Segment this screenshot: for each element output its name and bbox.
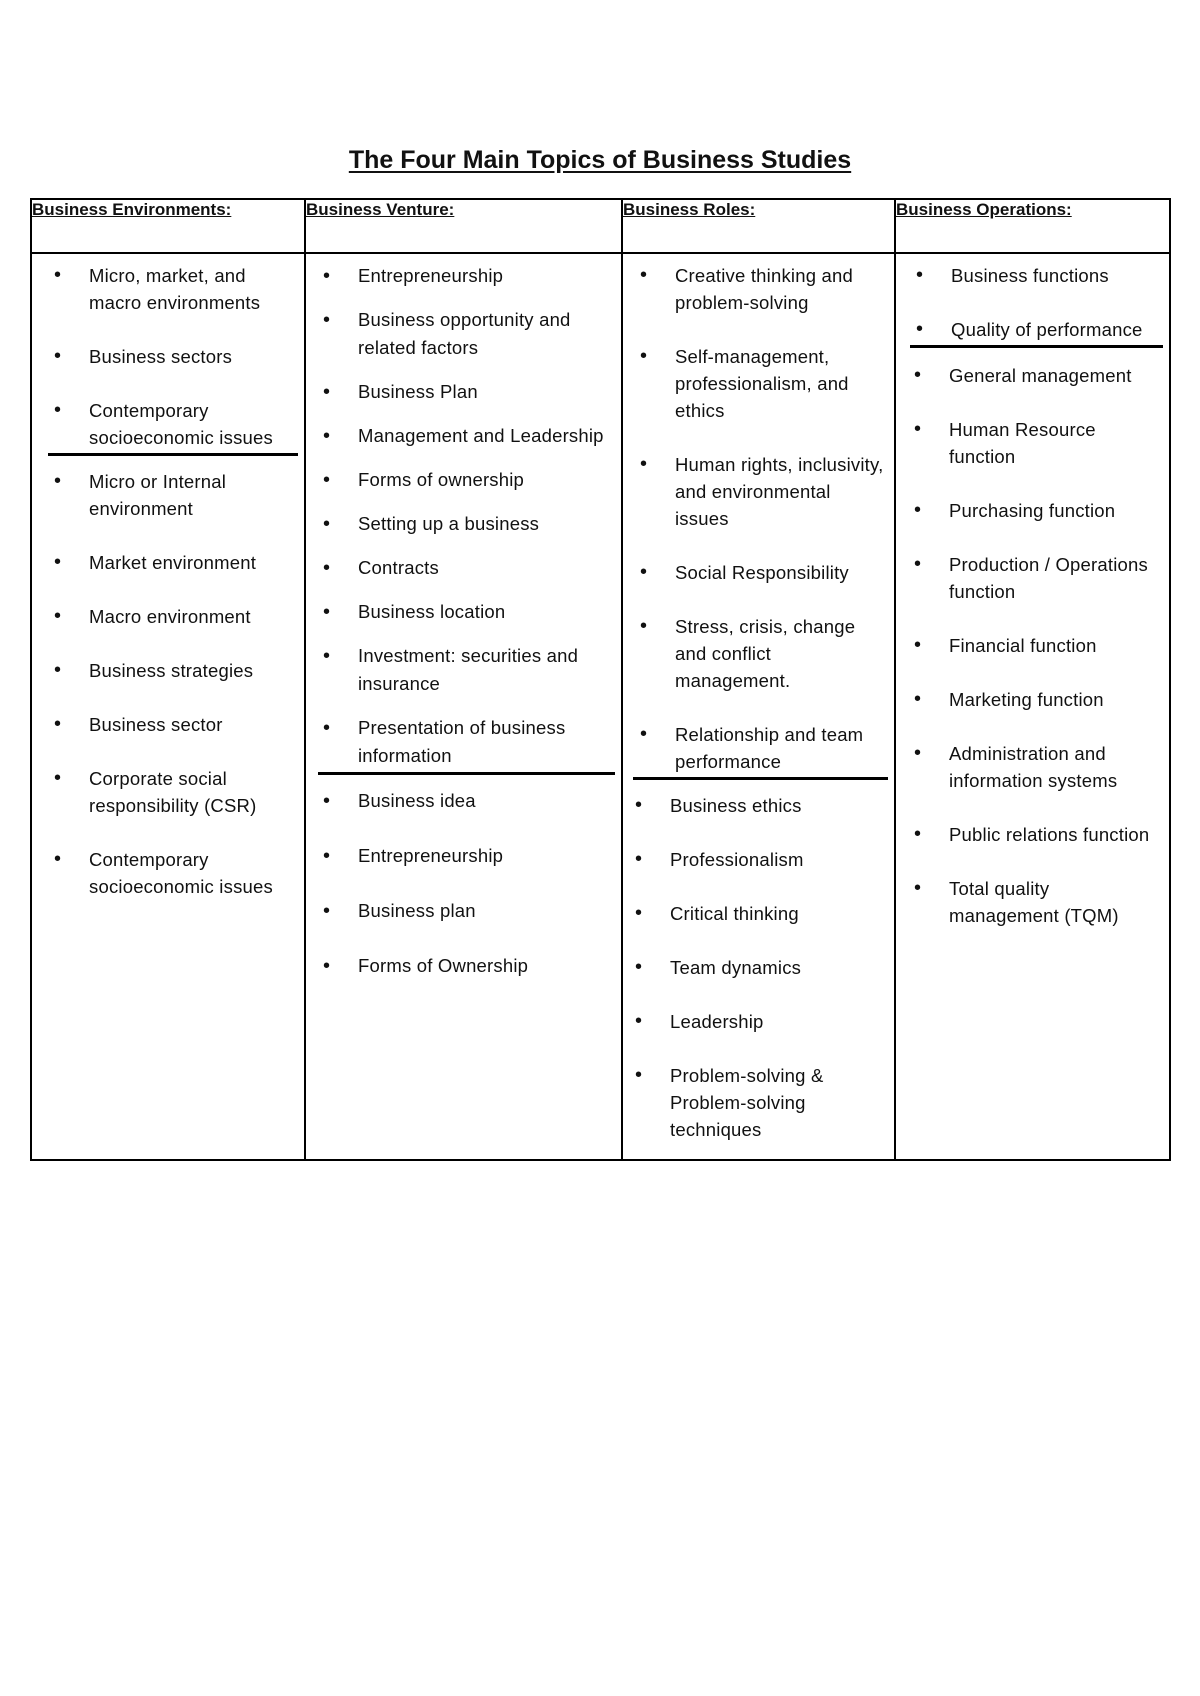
list-item: • General management — [949, 362, 1163, 389]
list-item: • Market environment — [89, 549, 296, 576]
list-item: • Financial function — [949, 632, 1163, 659]
operations-list-1 — [896, 254, 1169, 343]
list-item: • Relationship and team performance — [675, 721, 888, 775]
roles-list-2 — [623, 792, 894, 1143]
list-item: • Business functions — [951, 262, 1163, 289]
topics-table — [30, 198, 1171, 1161]
section-divider — [633, 777, 888, 780]
heading-business-operations: Business Operations: — [895, 199, 1170, 253]
list-item: • Investment: securities and insurance — [358, 642, 615, 698]
list-item: • Setting up a business — [358, 510, 615, 538]
list-item: • Critical thinking — [670, 900, 888, 927]
column-business-environments — [31, 253, 305, 1160]
column-business-roles — [622, 253, 895, 1160]
list-item: • Forms of ownership — [358, 466, 615, 494]
list-item: • Leadership — [670, 1008, 888, 1035]
list-item: • Business Plan — [358, 378, 615, 406]
list-item: • Business location — [358, 598, 615, 626]
list-item: • Business sectors — [89, 343, 296, 370]
list-item: • Public relations function — [949, 821, 1163, 848]
list-item: • Management and Leadership — [358, 422, 615, 450]
list-item: • Human rights, inclusivity, and environmental issues — [675, 451, 888, 532]
list-item: • Administration and information systems — [949, 740, 1163, 794]
column-business-venture — [305, 253, 622, 1160]
list-item: • Human Resource function — [949, 416, 1163, 470]
venture-list-2 — [306, 787, 621, 980]
roles-list-1 — [623, 254, 894, 775]
list-item: • Production / Operations function — [949, 551, 1163, 605]
environments-list-1 — [32, 254, 304, 451]
content-row — [31, 253, 1170, 1160]
list-item: • Entrepreneurship — [358, 262, 615, 290]
venture-list-1 — [306, 254, 621, 770]
list-item: • Contemporary socioeconomic issues — [89, 397, 296, 451]
list-item: • Self-management, professionalism, and ethics — [675, 343, 888, 424]
list-item: • Business opportunity and related factors — [358, 306, 615, 362]
list-item: • Stress, crisis, change and conflict management. — [675, 613, 888, 694]
list-item: • Business ethics — [670, 792, 888, 819]
list-item: • Business plan — [358, 897, 615, 925]
list-item: • Forms of Ownership — [358, 952, 615, 980]
list-item: • Business strategies — [89, 657, 296, 684]
list-item: • Social Responsibility — [675, 559, 888, 586]
operations-list-2 — [896, 362, 1169, 929]
section-divider — [318, 772, 615, 775]
header-row — [31, 199, 1170, 253]
column-business-operations — [895, 253, 1170, 1160]
section-divider — [910, 345, 1163, 348]
heading-business-venture: Business Venture: — [305, 199, 622, 253]
list-item: • Micro or Internal environment — [89, 468, 296, 522]
list-item: • Creative thinking and problem-solving — [675, 262, 888, 316]
list-item: • Micro, market, and macro environments — [89, 262, 296, 316]
document-title: The Four Main Topics of Business Studies — [348, 146, 852, 174]
list-item: • Purchasing function — [949, 497, 1163, 524]
heading-business-roles: Business Roles: — [622, 199, 895, 253]
list-item: • Presentation of business information — [358, 714, 615, 770]
list-item: • Business sector — [89, 711, 296, 738]
list-item: • Business idea — [358, 787, 615, 815]
list-item: • Contracts — [358, 554, 615, 582]
list-item: • Problem-solving & Problem-solving techniques — [670, 1062, 888, 1143]
heading-business-environments: Business Environments: — [31, 199, 305, 253]
list-item: • Corporate social responsibility (CSR) — [89, 765, 296, 819]
section-divider — [48, 453, 298, 456]
environments-list-2 — [32, 468, 304, 900]
list-item: • Professionalism — [670, 846, 888, 873]
list-item: • Contemporary socioeconomic issues — [89, 846, 296, 900]
list-item: • Quality of performance — [951, 316, 1163, 343]
list-item: • Total quality management (TQM) — [949, 875, 1163, 929]
list-item: • Entrepreneurship — [358, 842, 615, 870]
list-item: • Team dynamics — [670, 954, 888, 981]
list-item: • Macro environment — [89, 603, 296, 630]
list-item: • Marketing function — [949, 686, 1163, 713]
